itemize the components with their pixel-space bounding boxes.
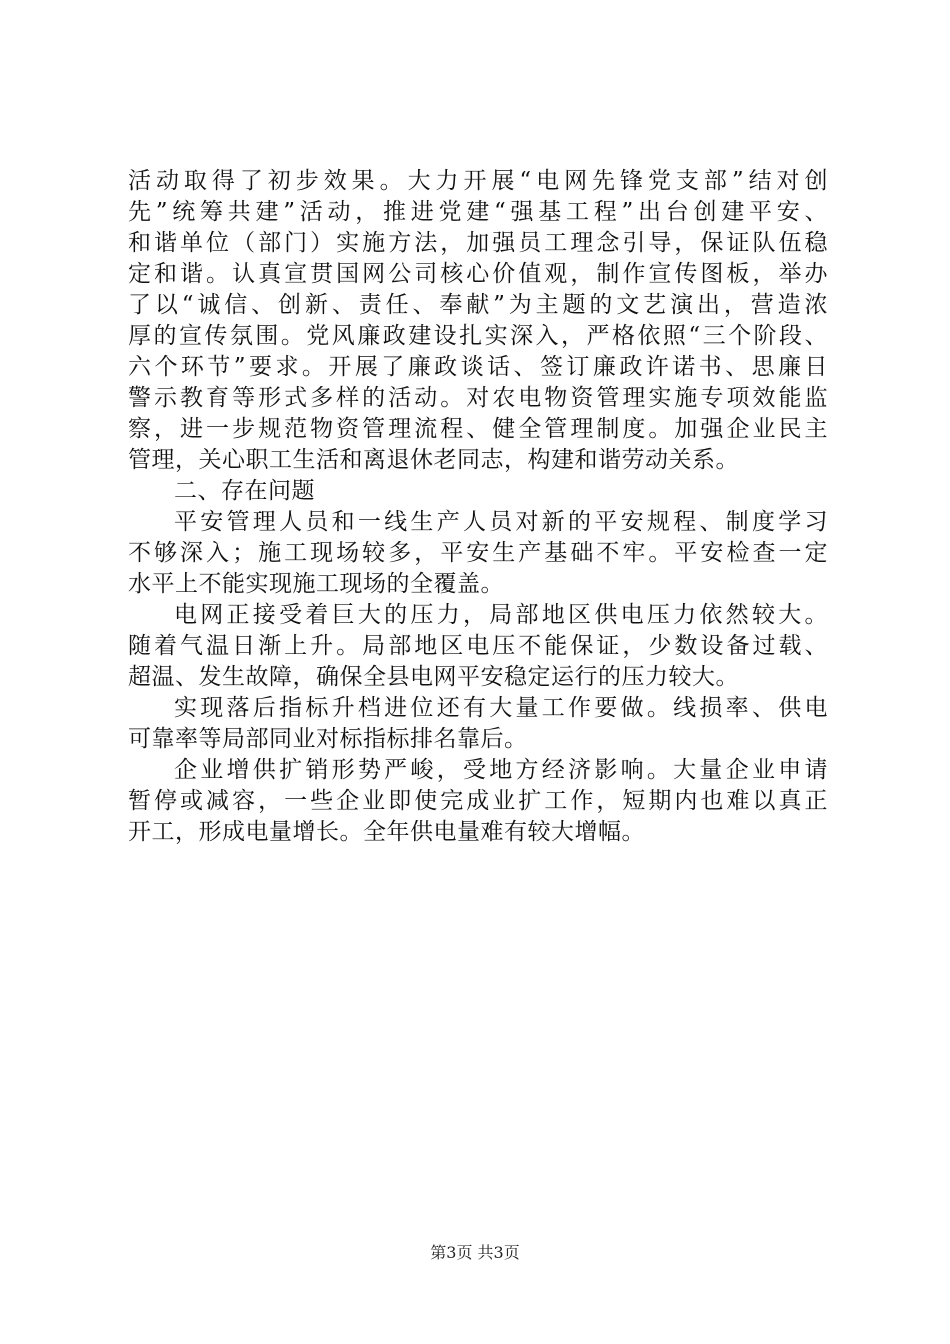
text-line: 六个环节”要求。开展了廉政谈话、签订廉政许诺书、思廉日 xyxy=(128,354,828,380)
text-line: 可靠率等局部同业对标指标排名靠后。 xyxy=(128,726,528,752)
text-line: 电网正接受着巨大的压力，局部地区供电压力依然较大。 xyxy=(174,602,828,628)
text-line: 先”统筹共建”活动，推进党建“强基工程”出台创建平安、 xyxy=(128,199,828,225)
text-line: 了以“诚信、创新、责任、奉献”为主题的文艺演出，营造浓 xyxy=(128,292,828,318)
text-line: 企业增供扩销形势严峻，受地方经济影响。大量企业申请 xyxy=(174,757,828,783)
text-line: 水平上不能实现施工现场的全覆盖。 xyxy=(128,571,504,597)
text-line: 不够深入；施工现场较多，平安生产基础不牢。平安检查一定 xyxy=(128,540,828,566)
text-line: 平安管理人员和一线生产人员对新的平安规程、制度学习 xyxy=(174,509,828,535)
text-line: 活动取得了初步效果。大力开展“电网先锋党支部”结对创 xyxy=(128,168,828,194)
text-line: 随着气温日渐上升。局部地区电压不能保证，少数设备过载、 xyxy=(128,633,828,659)
text-line: 超温、发生故障，确保全县电网平安稳定运行的压力较大。 xyxy=(128,664,739,690)
text-line: 暂停或减容，一些企业即使完成业扩工作，短期内也难以真正 xyxy=(128,788,828,814)
text-line: 实现落后指标升档进位还有大量工作要做。线损率、供电 xyxy=(174,695,828,721)
text-line: 警示教育等形式多样的活动。对农电物资管理实施专项效能监 xyxy=(128,385,828,411)
text-line: 定和谐。认真宣贯国网公司核心价值观，制作宣传图板，举办 xyxy=(128,261,828,287)
page-footer: 第3页 共3页 xyxy=(430,1243,520,1262)
text-line: 二、存在问题 xyxy=(174,478,315,504)
document-body xyxy=(128,166,828,848)
text-line: 察，进一步规范物资管理流程、健全管理制度。加强企业民主 xyxy=(128,416,828,442)
text-line: 管理，关心职工生活和离退休老同志，构建和谐劳动关系。 xyxy=(128,447,739,473)
text-line: 和谐单位（部门）实施方法，加强员工理念引导，保证队伍稳 xyxy=(128,230,828,256)
text-line: 厚的宣传氛围。党风廉政建设扎实深入，严格依照“三个阶段、 xyxy=(128,323,828,349)
text-line: 开工，形成电量增长。全年供电量难有较大增幅。 xyxy=(128,819,645,845)
